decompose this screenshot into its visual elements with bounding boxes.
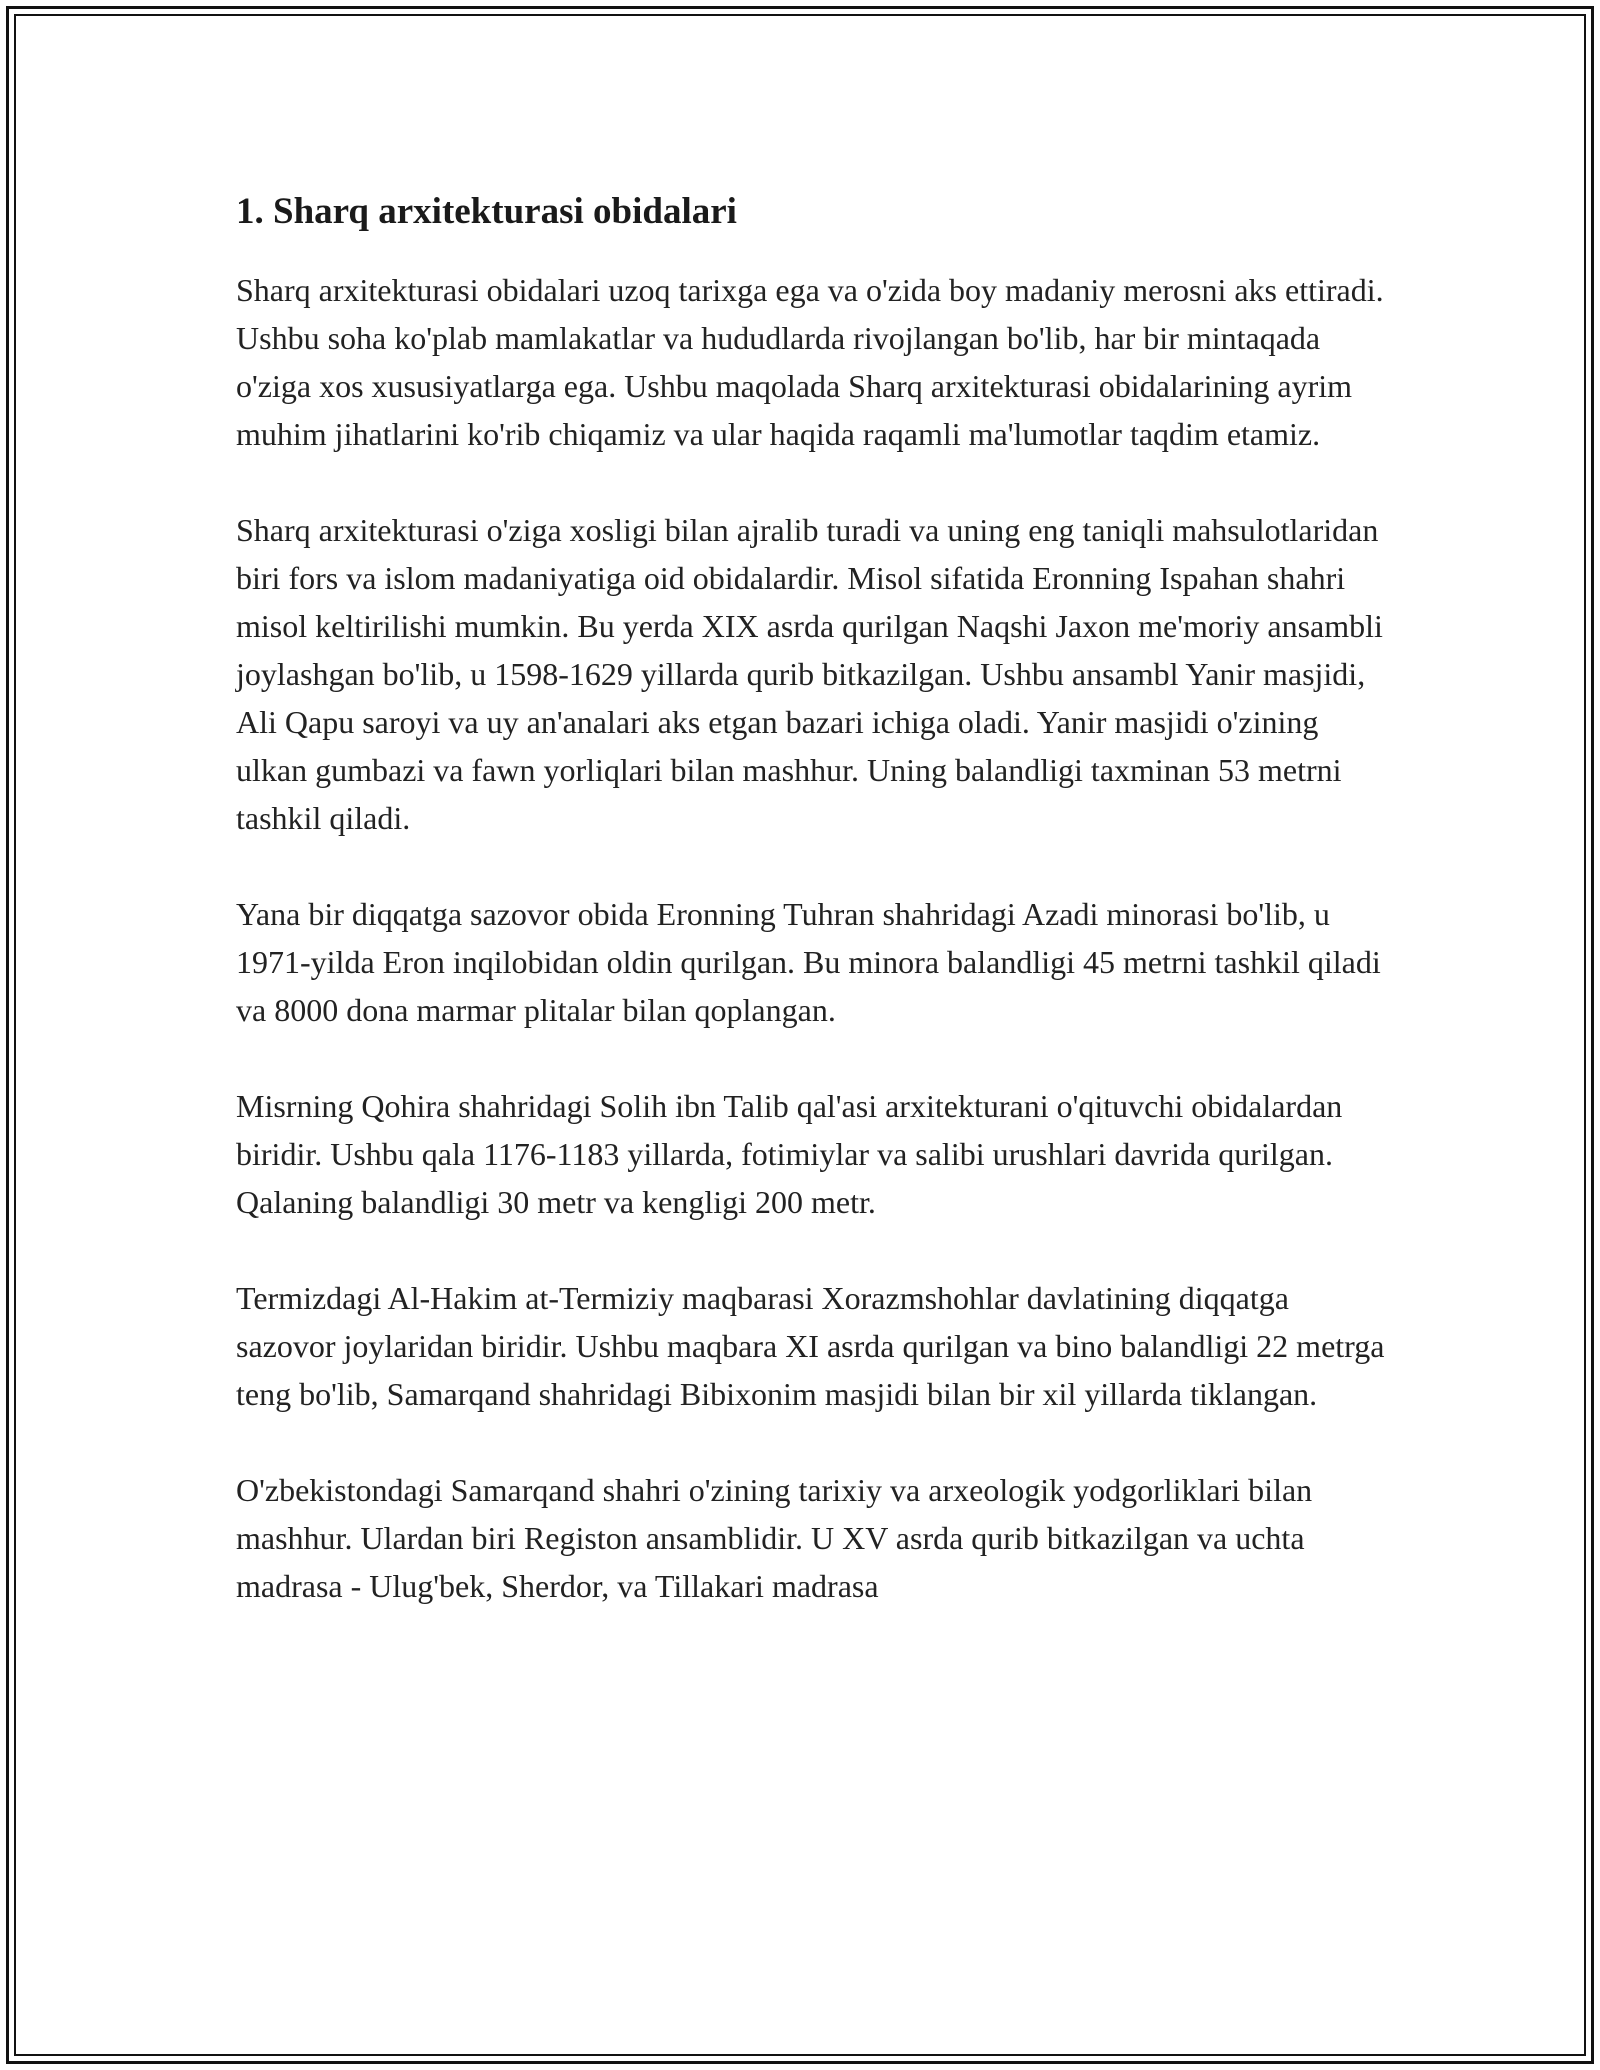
paragraph-intro: Sharq arxitekturasi obidalari uzoq tarixga ega va o'zida boy madaniy merosni aks ettiradi. Ushbu soha ko'plab mamlakatlar va hududlarda rivojlangan bo'lib, har bir mintaqada o'ziga xos xususiyatlarga ega. Ushbu maqolada Sharq arxitekturasi obidalarining ayrim muhim jihatlarini ko'rib chiqamiz va ular haqida raqamli ma'lumotlar taqdim etamiz. bbox=[236, 272, 1384, 452]
paragraph-samarkand: O'zbekistondagi Samarqand shahri o'zining tarixiy va arxeologik yodgorliklari bilan mashhur. Ulardan biri Registon ansamblidir. U XV asrda qurib bitkazilgan va uchta madrasa - Ulug'bek, Sherdor, va Tillakari madrasa bbox=[236, 1472, 1313, 1604]
document-body bbox=[236, 186, 1386, 1658]
paragraph-termez-mausoleum: Termizdagi Al-Hakim at-Termiziy maqbarasi Xorazmshohlar davlatining diqqatga sazovor joylaridan biridir. Ushbu maqbara XI asrda qurilgan va bino balandligi 22 metrga teng bo'lib, Samarqand shahridagi Bibixonim masjidi bilan bir xil yillarda tiklangan. bbox=[236, 1280, 1385, 1412]
paragraph-azadi-tower: Yana bir diqqatga sazovor obida Eronning Tuhran shahridagi Azadi minorasi bo'lib, u 1971-yilda Eron inqilobidan oldin qurilgan. Bu minora balandligi 45 metrni tashkil qiladi va 8000 dona marmar plitalar bilan qoplangan. bbox=[236, 896, 1381, 1028]
section-heading: 1. Sharq arxitekturasi obidalari bbox=[236, 191, 737, 232]
paragraph-isfahan: Sharq arxitekturasi o'ziga xosligi bilan ajralib turadi va uning eng taniqli mahsulotlaridan biri fors va islom madaniyatiga oid obidalardir. Misol sifatida Eronning Ispahan shahri misol keltirilishi mumkin. Bu yerda XIX asrda qurilgan Naqshi Jaxon me'moriy ansambli joylashgan bo'lib, u 1598-1629 yillarda qurib bitkazilgan. Ushbu ansambl Yanir masjidi, Ali Qapu saroyi va uy an'analari aks etgan bazari ichiga oladi. Yanir masjidi o'zining ulkan gumbazi va fawn yorliqlari bilan mashhur. Uning balandligi taxminan 53 metrni tashkil qiladi. bbox=[236, 512, 1383, 836]
paragraph-cairo-citadel: Misrning Qohira shahridagi Solih ibn Talib qal'asi arxitekturani o'qituvchi obidalardan biridir. Ushbu qala 1176-1183 yillarda, fotimiylar va salibi urushlari davrida qurilgan. Qalaning balandligi 30 metr va kengligi 200 metr. bbox=[236, 1088, 1343, 1220]
